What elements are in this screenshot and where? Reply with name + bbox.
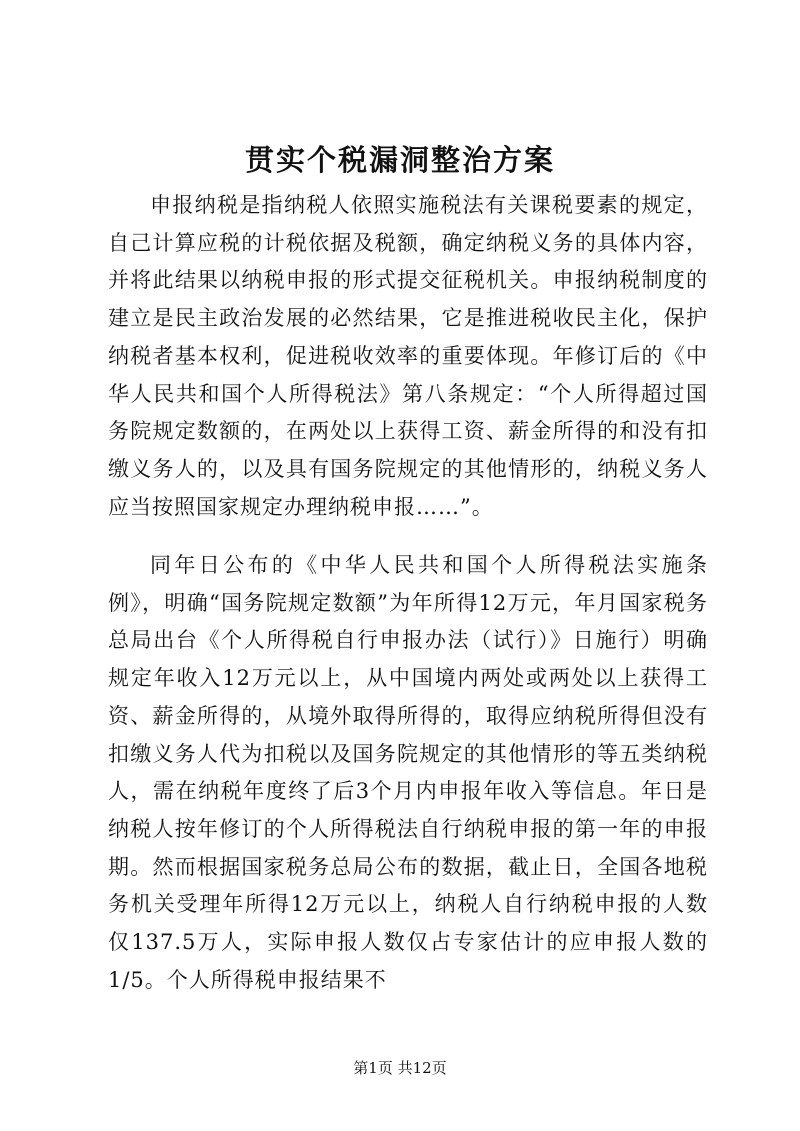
paragraph-2: 同年日公布的《中华人民共和国个人所得税法实施条例》，明确“国务院规定数额”为年所得12万元，年月国家税务总局出台《个人所得税自行申报办法（试行）》日施行）明确规定年收入12万元以上，从中国境内两处或两处以上获得工资、薪金所得的，从境外取得所得的，取得应纳税所得但没有扣缴义务人代为扣税以及国务院规定的其他情形的等五类纳税人，需在纳税年度终了后3个月内申报年收入等信息。年日是纳税人按年修订的个人所得税法自行纳税申报的第一年的申报期。然而根据国家税务总局公布的数据，截止日，全国各地税务机关受理年所得12万元以上，纳税人自行纳税申报的人数仅137.5万人，实际申报人数仅占专家估计的应申报人数的1/5。个人所得税申报结果不 — [108, 553, 708, 992]
document-title: 贯实个税漏洞整治方案 — [244, 143, 555, 177]
paragraph-1: 申报纳税是指纳税人依照实施税法有关课税要素的规定，自己计算应税的计税依据及税额，确定纳税义务的具体内容，并将此结果以纳税申报的形式提交征税机关。申报纳税制度的建立是民主政治发展的必然结果，它是推进税收民主化，保护纳税者基本权利，促进税收效率的重要体现。年修订后的《中华人民共和国个人所得税法》第八条规定：“个人所得超过国务院规定数额的，在两处以上获得工资、薪金所得的和没有扣缴义务人的，以及具有国务院规定的其他情形的，纳税义务人应当按照国家规定办理纳税申报……”。 — [108, 193, 708, 519]
page-footer: 第1页 共12页 — [353, 1059, 447, 1077]
